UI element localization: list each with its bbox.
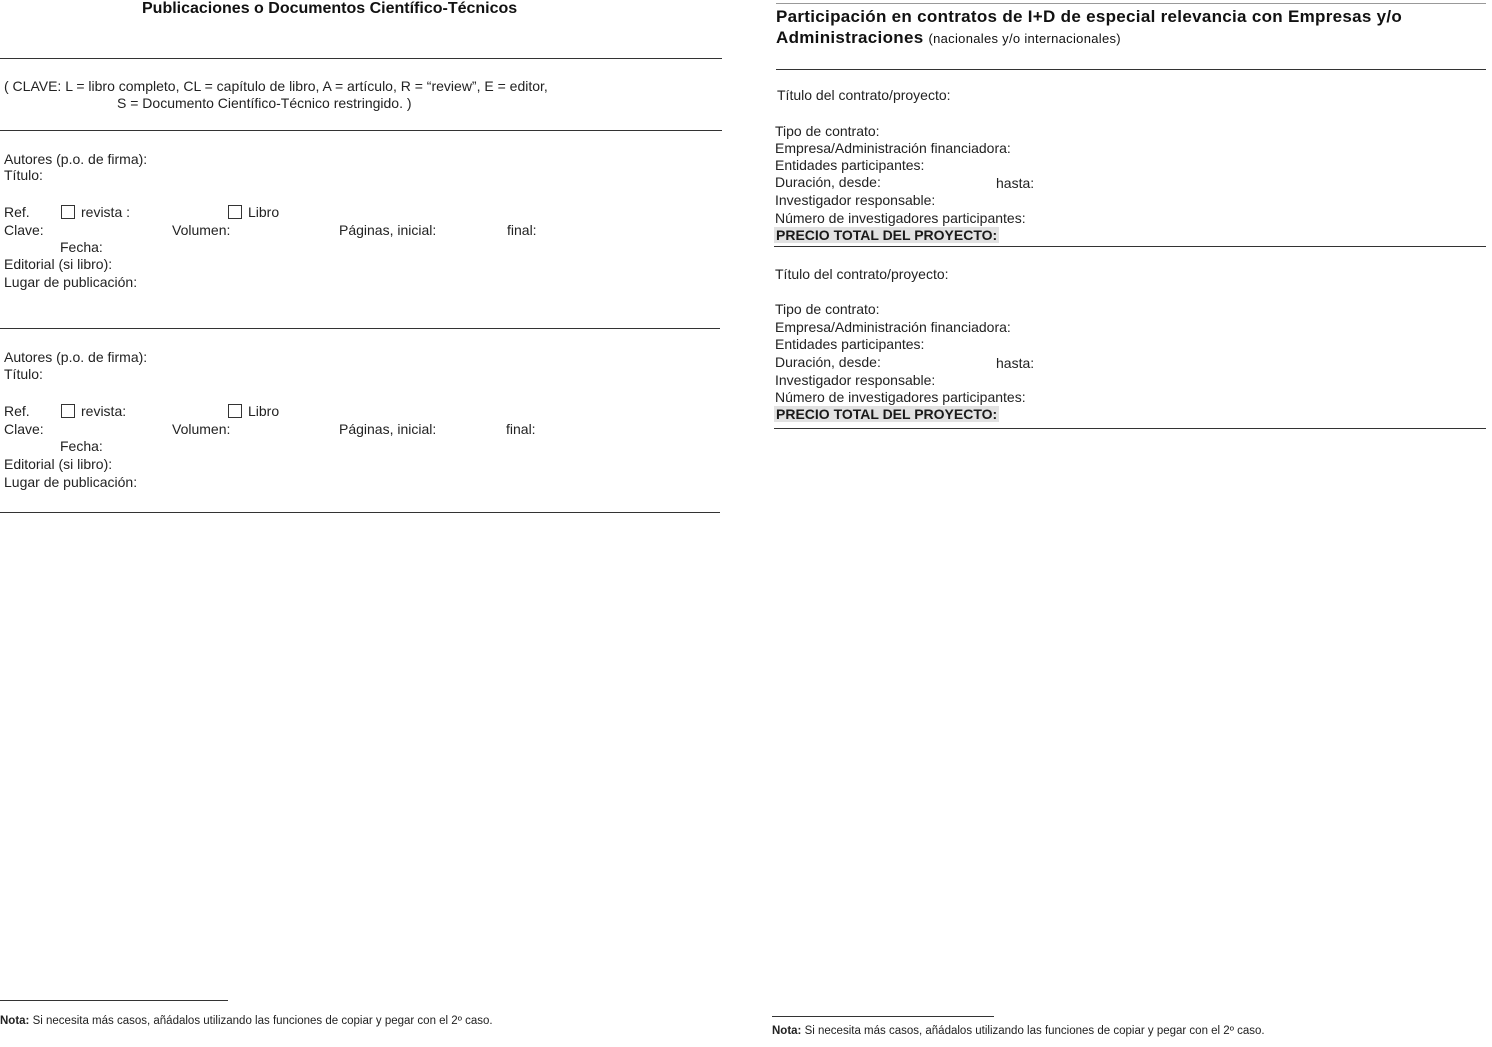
clave-label: Clave: xyxy=(4,222,44,238)
paginas-final-label: final: xyxy=(506,421,536,437)
duracion-desde-label: Duración, desde: xyxy=(775,174,881,190)
left-section-title: Publicaciones o Documentos Científico-Técnicos xyxy=(142,0,518,17)
revista-option[interactable] xyxy=(61,402,126,420)
libro-label: Libro xyxy=(248,204,280,220)
divider xyxy=(0,328,720,329)
precio-total-label: PRECIO TOTAL DEL PROYECTO: xyxy=(776,406,998,422)
divider xyxy=(0,130,722,131)
divider xyxy=(0,512,720,513)
precio-total-label: PRECIO TOTAL DEL PROYECTO: xyxy=(776,227,998,243)
tipo-contrato-label: Tipo de contrato: xyxy=(775,301,880,317)
volumen-label: Volumen: xyxy=(172,421,231,437)
autores-label: Autores (p.o. de firma): xyxy=(4,151,148,167)
fecha-label: Fecha: xyxy=(60,239,103,255)
editorial-label: Editorial (si libro): xyxy=(4,456,113,472)
divider xyxy=(776,69,1486,70)
footnote-rule xyxy=(0,1000,228,1001)
lugar-label: Lugar de publicación: xyxy=(4,274,138,290)
right-section-title-line-2 xyxy=(776,28,1121,48)
duracion-hasta-label: hasta: xyxy=(996,175,1035,191)
revista-label: revista : xyxy=(81,204,131,220)
title-subtitle: (nacionales y/o internacionales) xyxy=(928,31,1121,46)
libro-option[interactable] xyxy=(228,402,279,420)
paginas-inicial-label: Páginas, inicial: xyxy=(339,222,437,238)
paginas-inicial-label: Páginas, inicial: xyxy=(339,421,437,437)
empresa-label: Empresa/Administración financiadora: xyxy=(775,140,1011,156)
clave-legend-line-2: S = Documento Científico-Técnico restringido. ) xyxy=(117,95,412,111)
divider xyxy=(0,58,722,59)
footnote-text: Si necesita más casos, añádalos utilizando las funciones de copiar y pegar con el 2º caso. xyxy=(29,1015,493,1027)
lugar-label: Lugar de publicación: xyxy=(4,474,138,490)
investigador-label: Investigador responsable: xyxy=(775,372,936,388)
contrato-titulo-label: Título del contrato/proyecto: xyxy=(775,266,949,282)
numero-investigadores-label: Número de investigadores participantes: xyxy=(775,389,1026,405)
empresa-label: Empresa/Administración financiadora: xyxy=(775,319,1011,335)
autores-label: Autores (p.o. de firma): xyxy=(4,349,148,365)
paginas-final-label: final: xyxy=(507,222,537,238)
footnote xyxy=(0,1015,493,1027)
revista-checkbox[interactable] xyxy=(61,205,75,219)
footnote xyxy=(772,1025,1265,1037)
clave-label: Clave: xyxy=(4,421,44,437)
clave-legend-line-1: ( CLAVE: L = libro completo, CL = capítulo de libro, A = artículo, R = “review”, E = editor, xyxy=(4,78,548,94)
entidades-label: Entidades participantes: xyxy=(775,336,925,352)
libro-label: Libro xyxy=(248,403,280,419)
duracion-hasta-label: hasta: xyxy=(996,355,1035,371)
numero-investigadores-label: Número de investigadores participantes: xyxy=(775,210,1026,226)
top-rule xyxy=(776,3,1486,4)
titulo-label: Título: xyxy=(4,167,43,183)
libro-option[interactable] xyxy=(228,203,279,221)
footnote-label: Nota: xyxy=(772,1025,802,1037)
investigador-label: Investigador responsable: xyxy=(775,192,936,208)
revista-checkbox[interactable] xyxy=(61,404,75,418)
titulo-label: Título: xyxy=(4,366,43,382)
divider xyxy=(774,246,1486,247)
libro-checkbox[interactable] xyxy=(228,404,242,418)
footnote-text: Si necesita más casos, añádalos utilizando las funciones de copiar y pegar con el 2º caso. xyxy=(801,1025,1265,1037)
footnote-label: Nota: xyxy=(0,1015,30,1027)
contrato-titulo-label: Título del contrato/proyecto: xyxy=(777,87,951,103)
footnote-rule xyxy=(772,1016,994,1017)
ref-label: Ref. xyxy=(4,204,30,220)
entidades-label: Entidades participantes: xyxy=(775,157,925,173)
volumen-label: Volumen: xyxy=(172,222,231,238)
title-administraciones: Administraciones xyxy=(776,28,924,47)
right-section-title-line-1: Participación en contratos de I+D de especial relevancia con Empresas y/o xyxy=(776,7,1403,26)
revista-label: revista: xyxy=(81,403,127,419)
revista-option[interactable] xyxy=(61,203,130,221)
duracion-desde-label: Duración, desde: xyxy=(775,354,881,370)
tipo-contrato-label: Tipo de contrato: xyxy=(775,123,880,139)
libro-checkbox[interactable] xyxy=(228,205,242,219)
fecha-label: Fecha: xyxy=(60,438,103,454)
divider xyxy=(774,428,1486,429)
ref-label: Ref. xyxy=(4,403,30,419)
editorial-label: Editorial (si libro): xyxy=(4,256,113,272)
